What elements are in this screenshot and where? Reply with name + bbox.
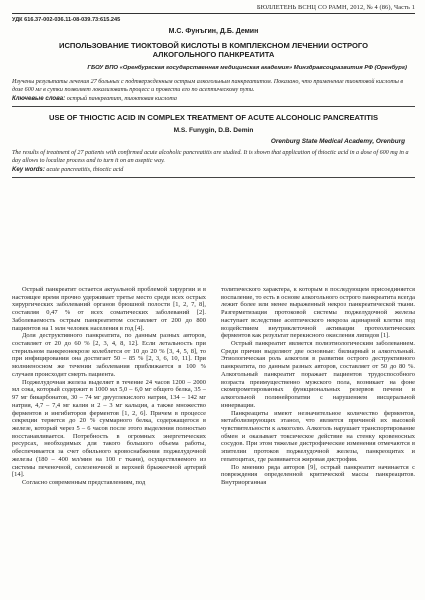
body-paragraph: Доля деструктивного панкреатита, по данным разных авторов, составляет от 20 до 60 % [2, 3, 4, 8, 12]. Если летальность при стерильном панкреонекрозе колеблется от 10 до 20 % [3, 4, 5, 8], то при инфицировании она достигает 50 – 85 % [2, 3, 6, 10, 11]. При молниеносном же течении заболевания приближается в 100 % случаев происходит смерть пациента.: [12, 332, 206, 378]
body-column-right: [221, 286, 415, 598]
keywords-en-label: Key words:: [12, 165, 45, 173]
divider: [12, 106, 415, 107]
body-paragraph: Поджелудочная железа выделяет в течение 24 часов 1200 – 2000 мл сока, который содержит в 1000 мл 5,0 – 6,0 мг общего белка, 35 – 97 мг бикарбонатов, 30 – 74 мг двууглекислого натрия, 134 – 142 мг натрия, 4,7 – 7,4 мг калия и 2 – 3 мг кальция, а также множество ферментов и ингибиторов ферментов [1, 2, 6]. Причем в процессе секреции теряется до 20 % суммарного белка, содержащегося в железе, который через 5 – 6 часов после этого выделения полностью восстанавливается. Потребность в огромных энергетических ресурсах, необходимых для такого большого объема работы, обеспечивается за счет обильного кровоснабжения поджелудочной железы (180 – 400 мл/мин на 100 г ткани), осуществляемого из системы печеночной, селезеночной и верхней брыжеечной артерий [14].: [12, 378, 206, 479]
keywords-ru-label: Ключевые слова:: [12, 94, 66, 102]
divider: [12, 177, 415, 178]
body-paragraph: Согласно современным представлениям, под: [22, 478, 146, 486]
body-paragraph: толитического характера, к которым в последующем присоединяется воспаление, то есть в основе алкогольного острого панкреатита всегда лежит более или менее выраженный некроз панкреатической ткани. Разгерметизация протоковой системы поджелудочной железы наступает вследствие асептического некроза ацинарной клетки под воздействием внутриклеточной активации протеолитических ферментов как результат перекисного окисления липидов [1].: [221, 286, 415, 340]
authors-ru: М.С. Фунъгин, Д.Б. Демин: [168, 28, 259, 35]
article-body: [12, 286, 415, 598]
keywords-en: [12, 166, 415, 174]
affiliation-ru: ГБОУ ВПО «Оренбургская государственная медицинская академия» Минздравсоцразвития РФ (Оренбург): [87, 64, 407, 71]
keywords-ru-text: острый панкреатит, тиоктовая кислота: [66, 95, 177, 102]
article-title-en: USE OF THIOCTIC ACID IN COMPLEX TREATMENT OF ACUTE ALCOHOLIC PANCREATITIS: [48, 113, 379, 123]
article-title-ru: ИСПОЛЬЗОВАНИЕ ТИОКТОВОЙ КИСЛОТЫ В КОМПЛЕКСНОМ ЛЕЧЕНИИ ОСТРОГО АЛКОГОЛЬНОГО ПАНКРЕАТИТА: [58, 41, 369, 60]
body-paragraph: Острый панкреатит остается актуальной проблемой хирургии и в настоящее время прочно удерживает третье место среди всех острых хирургических заболеваний органов брюшной полости [1, 2, 7, 8], составляя 0,47 % от всех соматических заболеваний [2]. Заболеваемость острым панкреатитом составляет от 200 до 800 пациентов на 1 млн человек населения в год [4].: [12, 286, 206, 332]
body-paragraph: Острый панкреатит является полиэтиологическим заболеванием. Среди причин выделяют две основные: билиарный и алкогольный. Этиологическая роль алкоголя в развитии острого деструктивного панкреатита, по данным разных авторов, составляет от 50 до 80 %. Алкогольный панкреатит поражает пациентов трудоспособного возраста преимущественно мужского пола, возникает на фоне скомпрометированных функциональных резервов печени и алкогольной полинейропатии с нарушением висцеральной иннервации.: [221, 340, 415, 409]
affiliation-en: Orenburg State Medical Academy, Orenburg: [270, 138, 405, 146]
authors-en: M.S. Funygin, D.B. Demin: [173, 127, 254, 135]
abstract-en: The results of treatment of 27 patients with confirmed acute alcoholic pancreatitis are studied. It is shown that application of thioctic acid in a dose of 600 mg in a day allows to localize process and to turn it on an aseptic way.: [12, 150, 409, 164]
keywords-ru: [12, 95, 415, 103]
running-head: БЮЛЛЕТЕНЬ ВСНЦ СО РАМН, 2012, № 4 (86), Часть 1: [12, 4, 415, 14]
body-paragraph: По мнению ряда авторов [9], острый панкреатит начинается с повреждения определенной критической массы панкреацитов. Внутриорганная: [221, 463, 415, 486]
abstract-ru: Изучены результаты лечения 27 больных с подтвержденным острым алкогольным панкреатитом. Показано, что применение тиоктовой кислоты в дозе 600 мг в сутки позволяет локализовать процесс и провести его по асептическому пути.: [12, 79, 404, 93]
body-paragraph: Панкреациты имеют незначительное количество ферментов, метаболизирующих этанол, что является причиной их высокой чувствительности к алкоголю. Алкоголь нарушает транспортирование обмен и оказывает токсическое действие на стенку кровеносных сосудов. При этом тяжелые дистрофические изменения отмечаются в эпителии протоков поджелудочной железы, панкреоцитах и гепатоцитах, где развивается жировая дистрофия.: [221, 409, 415, 463]
udc-code: УДК 616.37-002-036.11-08-039.73:615.245: [12, 17, 121, 23]
journal-page: [12, 4, 415, 598]
body-column-left: [12, 286, 206, 598]
keywords-en-text: acute pancreatitis, thioctic acid: [46, 166, 124, 173]
